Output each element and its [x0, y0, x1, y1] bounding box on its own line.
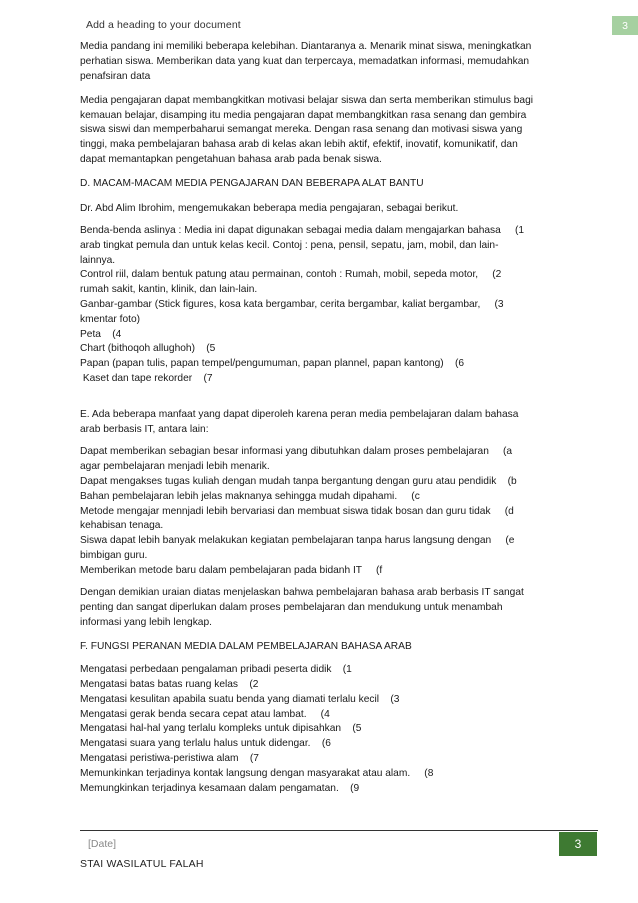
paragraph-motivasi — [80, 94, 568, 168]
list-item: Mengatasi hal-hal yang terlalu kompleks untuk dipisahkan (5 — [80, 723, 362, 735]
list-item: Kaset dan tape rekorder (7 — [80, 372, 213, 384]
text-line: informasi yang lebih lengkap. — [80, 616, 212, 628]
list-item: Benda-benda aslinya : Media ini dapat digunakan sebagai media dalam mengajarkan bahasa (1 — [80, 224, 525, 236]
text-line: penting dan sangat diperlukan dalam proses pembelajaran dan mendukung untuk menambah — [80, 601, 503, 613]
list-item: Mengatasi perbedaan pengalaman pribadi peserta didik (1 — [80, 664, 352, 676]
footer-organization: STAI WASILATUL FALAH — [80, 858, 204, 870]
list-item: Mengatasi kesulitan apabila suatu benda yang diamati terlalu kecil (3 — [80, 693, 400, 705]
list-item: Memberikan metode baru dalam pembelajaran pada bidanh IT (f — [80, 564, 383, 576]
list-item: bimbigan guru. — [80, 549, 148, 561]
list-item: Mengatasi suara yang terlalu halus untuk didengar. (6 — [80, 738, 331, 750]
text-line: perhatian siswa. Memberikan data yang kuat dan terpercaya, memadatkan informasi, memudahkan — [80, 55, 530, 67]
text-line: Media pandang ini memiliki beberapa kelebihan. Diantaranya a. Menarik minat siswa, meningkatkan — [80, 41, 532, 52]
list-media-pengajaran — [80, 224, 568, 387]
text-line: penafsiran data — [80, 70, 151, 82]
list-manfaat-media — [80, 445, 568, 578]
header-title: Add a heading to your document — [86, 19, 241, 31]
list-item: lainnya. — [80, 254, 116, 266]
list-item: Siswa dapat lebih banyak melakukan kegiatan pembelajaran tanpa harus langsung dengan (e — [80, 535, 515, 547]
list-item: Control riil, dalam bentuk patung atau permainan, contoh : Rumah, mobil, sepeda motor, (2 — [80, 269, 502, 281]
list-fungsi-media — [80, 663, 568, 796]
list-item: agar pembelajaran menjadi lebih menarik. — [80, 461, 270, 473]
text-line: Media pengajaran dapat membangkitkan motivasi belajar siswa dan serta memberikan stimulus bagi — [80, 94, 534, 106]
list-item: Metode mengajar mennjadi lebih bervariasi dan membuat siswa tidak bosan dan guru tidak (d — [80, 505, 514, 517]
list-item: kehabisan tenaga. — [80, 520, 164, 532]
list-item: Mengatasi peristiwa-peristiwa alam (7 — [80, 752, 259, 764]
list-item: Chart (bithoqoh allughoh) (5 — [80, 343, 216, 355]
list-item: Bahan pembelajaran lebih jelas maknanya sehingga mudah dipahami. (c — [80, 490, 420, 502]
footer-divider — [80, 830, 598, 831]
list-item: kmentar foto) — [80, 313, 141, 325]
footer-date: [Date] — [88, 838, 117, 850]
list-item: Mengatasi gerak benda secara cepat atau lambat. (4 — [80, 708, 330, 720]
list-item: Mengatasi batas batas ruang kelas (2 — [80, 678, 259, 690]
footer-page-number: 3 — [559, 832, 597, 856]
list-item: Ganbar-gambar (Stick figures, kosa kata bergambar, cerita bergambar, kaliat bergambar, (3 — [80, 298, 504, 310]
text-line: siswa siswi dan memperbaharui semangat mereka. Dengan rasa senang dan motivasi siswa yang — [80, 124, 523, 136]
document-body — [80, 40, 568, 802]
list-item: rumah sakit, kantin, klinik, dan lain-lain. — [80, 284, 258, 296]
intro-section-d: Dr. Abd Alim Ibrohim, mengemukakan beberapa media pengajaran, sebagai berikut. — [80, 202, 459, 214]
list-item: Dapat mengakses tugas kuliah dengan mudah tanpa bergantung dengan guru atau pendidik (b — [80, 475, 517, 487]
text-line: dapat memantapkan pengetahuan bahasa arab pada benak siswa. — [80, 154, 382, 166]
text-line: arab berbasis IT, antara lain: — [80, 424, 209, 436]
text-line: Dengan demikian uraian diatas menjelaskan bahwa pembelajaran bahasa arab berbasis IT sangat — [80, 587, 524, 598]
text-line: kemauan belajar, disamping itu media pengajaran dapat membangkitkan rasa senang dan gembira — [80, 109, 527, 121]
list-item: Dapat memberikan sebagian besar informasi yang dibutuhkan dalam proses pembelajaran (a — [80, 446, 513, 458]
text-line: E. Ada beberapa manfaat yang dapat diperoleh karena peran media pembelajaran dalam bahasa — [80, 409, 519, 421]
list-item: arab tingkat pemula dan untuk kelas kecil. Contoj : pena, pensil, sepatu, jam, mobil, dan lain- — [80, 239, 499, 251]
paragraph-kesimpulan — [80, 586, 568, 630]
paragraph-media-pandang — [80, 40, 568, 84]
header-page-number: 3 — [612, 16, 638, 35]
heading-section-f: F. FUNGSI PERANAN MEDIA DALAM PEMBELAJARAN BAHASA ARAB — [80, 640, 412, 652]
list-item: Memungkinkan terjadinya kesamaan dalam pengamatan. (9 — [80, 782, 360, 794]
list-item: Papan (papan tulis, papan tempel/pengumuman, papan plannel, papan kantong) (6 — [80, 358, 465, 370]
list-item: Memunkinkan terjadinya kontak langsung dengan masyarakat atau alam. (8 — [80, 767, 434, 779]
list-item: Peta (4 — [80, 328, 122, 340]
heading-section-e — [80, 408, 568, 438]
text-line: tinggi, maka pembelajaran bahasa arab di kelas akan lebih aktif, efektif, inovatif, komunikatif, dan — [80, 139, 518, 151]
heading-section-d: D. MACAM-MACAM MEDIA PENGAJARAN DAN BEBERAPA ALAT BANTU — [80, 178, 424, 190]
